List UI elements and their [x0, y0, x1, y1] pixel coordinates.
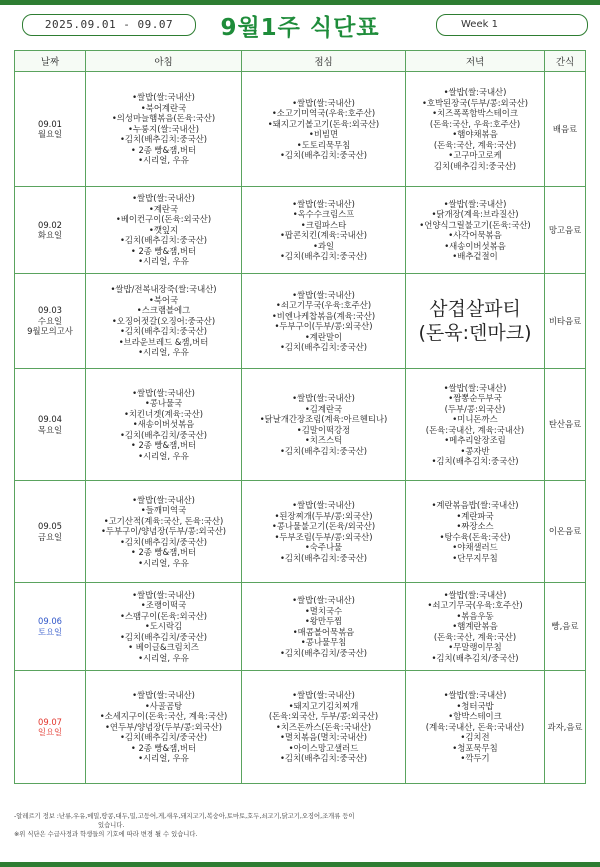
breakfast-cell	[86, 583, 242, 671]
menu-item: •계란국	[148, 203, 179, 214]
menu-item: •김치(배추김치:중국산)	[279, 342, 368, 352]
menu-item: •김치(배추김치/중국산)	[119, 631, 208, 642]
day-date: 09.06	[38, 616, 62, 626]
menu-item: •시리얼, 우유	[138, 753, 189, 764]
menu-item: •쌀밥(쌀:국내산)	[292, 500, 355, 510]
footer-notes	[14, 812, 585, 839]
menu-item: •치킨너겟(계육:국산)	[123, 408, 204, 419]
menu-item: 김치(배추김치:중국산)	[433, 160, 517, 171]
allergy-info-cont: 있습니다.	[98, 822, 125, 829]
menu-item: •청터국밥	[456, 700, 494, 711]
menu-item: •김치(배추김치/중국산)	[279, 647, 368, 658]
day-date: 09.01	[38, 118, 62, 129]
page-title: 9월1주 식단표	[220, 15, 380, 41]
menu-item: •비빔면	[308, 129, 339, 139]
menu-item: •쇠고기무국(우육:호주산)	[427, 600, 523, 611]
menu-item: •쌀밥(쌀:국내산)	[132, 387, 195, 398]
menu-item: •도시락김	[144, 621, 183, 632]
menu-item: •김치(배추김치/중국산)	[431, 652, 519, 663]
breakfast-cell	[86, 481, 242, 583]
menu-item: •사각어묵볶음	[448, 230, 502, 240]
menu-item: •옥수수크림스프	[292, 209, 355, 219]
menu-item: • 2종 빵&잼,버터	[130, 144, 197, 155]
menu-item: •쌀밥/전복내장죽(쌀:국내산)	[110, 284, 217, 295]
menu-item: •김치(배추김치:중국산)	[279, 753, 368, 764]
day-weekday: 목요일	[37, 424, 63, 435]
menu-item: •들깨미역국	[140, 505, 187, 516]
breakfast-cell	[86, 369, 242, 481]
menu-item: •쌀밥(쌀:국내산)	[443, 690, 507, 701]
snack-cell: 이온음료	[545, 481, 586, 583]
snack-cell: 비타음료	[545, 274, 586, 369]
breakfast-cell	[86, 187, 242, 274]
menu-item: •쌀밥(쌀:국내산)	[292, 690, 355, 701]
day-weekday: 금요일	[37, 531, 63, 542]
day-date: 09.03	[38, 305, 62, 316]
menu-item: • 2종 빵&잼,버터	[130, 245, 197, 256]
breakfast-cell	[86, 671, 242, 784]
menu-item: •도토리묵무침	[296, 139, 351, 150]
dinner-cell	[406, 187, 545, 274]
dinner-cell	[406, 274, 545, 369]
menu-item: •크림파스타	[300, 219, 347, 230]
menu-item: •조랭이떡국	[140, 600, 187, 611]
menu-item: •계란볶음밥(쌀:국내산)	[431, 500, 519, 510]
menu-item: •짜장소스	[456, 521, 494, 531]
menu-item: •쌀밥(쌀:국내산)	[132, 494, 195, 505]
menu-table	[14, 50, 586, 784]
menu-item: (두부/콩:외국산)	[444, 403, 506, 414]
menu-item: •김치(배추김치:중국산)	[119, 326, 208, 337]
menu-item: •치즈돈까스(돈육:국내산)	[275, 721, 372, 732]
menu-item: •멸치볶음(멸치:국내산)	[279, 732, 368, 743]
menu-item: •김치전	[460, 732, 490, 743]
menu-item: •치즈폭폭함박스테이크	[432, 108, 518, 118]
menu-item: •두부구이/양념장(두부/콩:외국산)	[100, 526, 227, 537]
menu-item: •쌀밥(쌀:국내산)	[132, 690, 195, 701]
menu-item: •쌀밥(쌀:국내산)	[132, 589, 195, 600]
menu-item: •김치(배추김치/중국산)	[119, 732, 208, 743]
menu-item: •김치(배추김치:중국산)	[119, 134, 208, 145]
dinner-cell	[406, 671, 545, 784]
col-header-lunch: 점심	[242, 51, 406, 72]
menu-item: (계육:국내산, 돈육:국내산)	[425, 721, 525, 732]
menu-item: •김치(배추김치:중국산)	[279, 552, 368, 563]
menu-item: •계란말이	[304, 331, 343, 342]
menu-item: •두부조림(두부/콩:외국산)	[274, 531, 373, 542]
menu-item: (돈육:국산, 우육:호주산)	[429, 118, 521, 129]
menu-item: •새송이버섯볶음	[132, 419, 195, 430]
menu-item: •김계란국	[304, 403, 343, 414]
day-weekday: 화요일	[37, 230, 63, 240]
menu-item: 삼겹살파티	[429, 298, 521, 320]
menu-item: •야채샐러드	[452, 542, 498, 552]
menu-item: •콩나물무침	[300, 637, 347, 647]
snack-cell: 과자,음료	[545, 671, 586, 784]
menu-item: •과일	[312, 240, 335, 251]
menu-item: •쌀밥(쌀:국내산)	[292, 289, 355, 300]
day-cell	[15, 481, 86, 583]
menu-item: •볶음우동	[456, 610, 494, 621]
day-weekday: 일요일	[37, 727, 63, 737]
menu-item: •스크램블에그	[136, 305, 191, 316]
menu-item: •두부구이(두부/콩:외국산)	[274, 321, 373, 331]
menu-item: (돈육:외국산, 두부/콩:외국산)	[268, 711, 379, 722]
menu-item: •시리얼, 우유	[138, 557, 189, 568]
menu-item: •북어계란국	[140, 102, 187, 113]
menu-item: •청포묵무침	[452, 742, 498, 753]
day-weekday: 월요일	[37, 129, 63, 139]
menu-item: •매콤볼어묵볶음	[292, 626, 355, 637]
menu-item: •김치(배추김치:중국산)	[279, 445, 368, 456]
day-weekday: 토요일	[37, 626, 63, 637]
menu-item: •된장찌개(두부/콩:외국산)	[274, 510, 373, 521]
day-cell	[15, 187, 86, 274]
day-cell	[15, 671, 86, 784]
day-date: 09.05	[38, 521, 62, 531]
menu-item: •쌀밥(쌀:국내산)	[132, 193, 195, 204]
menu-item: • 베이글&크림치즈	[128, 642, 199, 653]
day-row	[15, 671, 586, 784]
menu-item: •누룽지(쌀:국내산)	[128, 123, 199, 134]
menu-item: •메추리알장조림	[444, 435, 506, 445]
breakfast-cell	[86, 72, 242, 187]
menu-item: •시리얼, 우유	[138, 450, 189, 461]
menu-item: (돈육:국산, 계육:국산)	[433, 139, 517, 150]
menu-item: •깍두기	[460, 753, 490, 764]
day-weekday: 수요일	[37, 315, 63, 326]
menu-item: • 2종 빵&잼,버터	[130, 547, 197, 558]
col-header-date: 날짜	[15, 51, 86, 72]
menu-item: •김치(배추김치/중국산)	[119, 429, 208, 440]
lunch-cell	[242, 274, 406, 369]
menu-item: •소고기미역국(우육:호주산)	[271, 108, 376, 118]
menu-item: •의성마늘햄볶음(돈육:국산)	[111, 113, 216, 124]
menu-item: •시리얼, 우유	[138, 155, 189, 166]
menu-item: •브라운브레드 &잼,버터	[118, 336, 209, 347]
menu-item: •시리얼, 우유	[138, 256, 189, 267]
menu-item: •사골곰탕	[144, 700, 183, 711]
day-date: 09.07	[38, 716, 62, 727]
bottom-accent-bar	[0, 862, 600, 867]
menu-item: •미니돈까스	[452, 414, 498, 424]
menu-item: •김치(배추김치:중국산)	[431, 456, 519, 466]
day-row	[15, 72, 586, 187]
menu-item: •호박된장국(두부/콩:외국산)	[421, 97, 529, 108]
day-row	[15, 187, 586, 274]
menu-item: •닭개장(계육:브라질산)	[431, 209, 519, 219]
menu-item: •고기산적(계육:국산, 돈육:국산)	[103, 515, 224, 526]
menu-item: •햄야채볶음	[452, 129, 498, 139]
menu-item: •쌀밥(쌀:국내산)	[443, 382, 507, 393]
menu-item: • 2종 빵&잼,버터	[130, 742, 197, 753]
lunch-cell	[242, 481, 406, 583]
snack-cell: 배음료	[545, 72, 586, 187]
menu-item: •쌀밥(쌀:국내산)	[292, 595, 355, 605]
menu-item: •시리얼, 우유	[138, 652, 189, 663]
menu-item: •쌀밥(쌀:국내산)	[443, 198, 507, 209]
dinner-cell	[406, 72, 545, 187]
menu-item: •돼지고기김치찌개	[288, 700, 359, 711]
dinner-cell	[406, 583, 545, 671]
menu-item: •언양식그릴불고기(돈육:국산)	[419, 219, 531, 230]
menu-item: •고구마고로케	[448, 150, 502, 160]
menu-item: •비엔나케찹볶음(계육:국산)	[271, 310, 376, 321]
menu-item: •쌀밥(쌀:국내산)	[443, 589, 507, 600]
day-cell	[15, 369, 86, 481]
menu-item: •쌀밥(쌀:국내산)	[292, 198, 355, 209]
menu-item: •쌀밥(쌀:국내산)	[292, 97, 355, 108]
day-cell	[15, 583, 86, 671]
day-cell	[15, 72, 86, 187]
menu-item: •팝콘치킨(계육:국내산)	[279, 230, 368, 240]
menu-item: •숙주나물	[304, 542, 343, 552]
menu-item: •탕수육(돈육:국산)	[439, 531, 511, 542]
col-header-snack: 간식	[545, 51, 586, 72]
page-header	[0, 5, 600, 45]
day-row	[15, 583, 586, 671]
menu-item: •쌀밥(쌀:국내산)	[132, 92, 195, 103]
menu-item: •햄계란볶음	[452, 621, 498, 632]
menu-item: •쌀밥(쌀:국내산)	[443, 87, 507, 97]
menu-item: •아이스망고샐러드	[288, 742, 359, 753]
lunch-cell	[242, 671, 406, 784]
menu-item: •새송이버섯볶음	[444, 240, 506, 251]
menu-item: •배추겉절이	[452, 251, 498, 261]
menu-item: •멸치국수	[304, 605, 343, 616]
header-row	[15, 51, 586, 72]
day-row	[15, 481, 586, 583]
menu-item: •돼지고기볼고기(돈육:외국산)	[267, 118, 380, 129]
menu-item: •짬뽕순두부국	[448, 393, 502, 403]
menu-item: •치즈스틱	[304, 435, 343, 445]
menu-item: •소세지구이(돈육:국산, 계육:국산)	[99, 711, 228, 722]
menu-item: •쌀밥(쌀:국내산)	[292, 393, 355, 403]
menu-item: •김말이떡강정	[296, 424, 351, 435]
menu-item: •왕만두찜	[304, 616, 343, 626]
menu-item: •무말랭이무침	[448, 642, 502, 653]
change-notice: ※위 식단은 수급사정과 학생들의 기호에 따라 변경 될 수 있습니다.	[14, 831, 198, 838]
day-row	[15, 274, 586, 369]
menu-item: •김치(배추김치:중국산)	[279, 150, 368, 160]
dinner-cell	[406, 481, 545, 583]
date-range: 2025.09.01 - 09.07	[22, 14, 196, 36]
week-label: Week 1	[436, 14, 588, 36]
menu-item: (돈육:덴마크)	[418, 322, 532, 344]
menu-item: (돈육:국산, 계육:국산)	[433, 631, 517, 642]
lunch-cell	[242, 187, 406, 274]
menu-item: •단무지무침	[452, 552, 498, 563]
menu-item: •함박스테이크	[448, 711, 502, 722]
menu-item: •콩나물국	[144, 398, 183, 409]
menu-item: •콩자반	[460, 445, 490, 456]
snack-cell: 탄산음료	[545, 369, 586, 481]
day-note: 9월모의고사	[27, 326, 73, 337]
day-date: 09.04	[38, 414, 62, 424]
lunch-cell	[242, 369, 406, 481]
lunch-cell	[242, 72, 406, 187]
menu-item: •연두부/양념장(두부/콩:외국산)	[104, 721, 223, 732]
menu-item: •깻잎지	[148, 224, 179, 235]
menu-item: •콩나물불고기(돈육/외국산)	[271, 521, 376, 531]
lunch-cell	[242, 583, 406, 671]
menu-item: •베이컨구이(돈육:외국산)	[115, 214, 212, 225]
menu-item: (돈육:국내산, 계육:국내산)	[425, 424, 525, 435]
snack-cell: 빵,음료	[545, 583, 586, 671]
menu-item: •계란파국	[456, 510, 494, 521]
day-row	[15, 369, 586, 481]
allergy-info: -알레르기 정보 :난류,우유,메밀,땅콩,대두,밀,고등어,게,새우,돼지고기,복숭아,토마토,호두,쇠고기,닭고기,오징어,조개류 등이	[14, 813, 355, 820]
col-header-dinner: 저녁	[406, 51, 545, 72]
menu-item: •김치(배추김치:중국산)	[279, 251, 368, 261]
menu-item: •북어국	[148, 294, 179, 305]
menu-item: •김치(배추김치/중국산)	[119, 536, 208, 547]
menu-item: •김치(배추김치:중국산)	[119, 235, 208, 246]
menu-item: •스팸구이(돈육:외국산)	[119, 610, 208, 621]
menu-item: •오징어젓갈(오징어:중국산)	[111, 315, 216, 326]
day-cell	[15, 274, 86, 369]
col-header-breakfast: 아침	[86, 51, 242, 72]
menu-item: •쇠고기무국(우육:호주산)	[275, 300, 372, 310]
breakfast-cell	[86, 274, 242, 369]
menu-item: • 2종 빵&잼,버터	[130, 440, 197, 451]
dinner-cell	[406, 369, 545, 481]
menu-item: •닭날개간장조림(계육:아르헨티나)	[259, 414, 388, 424]
day-date: 09.02	[38, 219, 62, 230]
menu-item: •시리얼, 우유	[138, 347, 189, 358]
snack-cell: 망고음료	[545, 187, 586, 274]
